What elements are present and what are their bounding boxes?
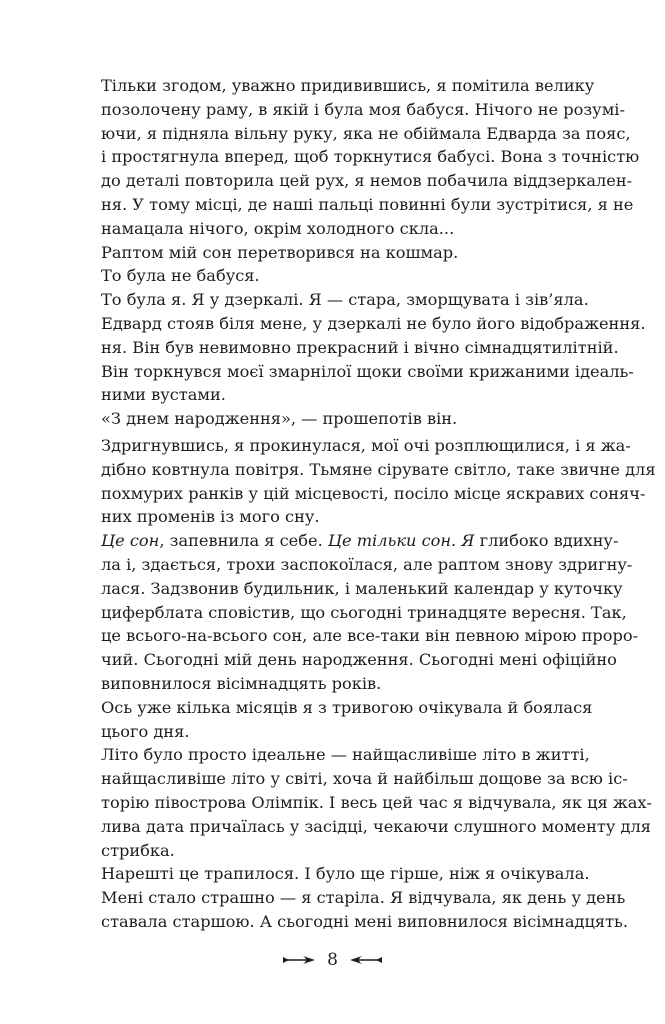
text-line: ними вустами. [101,385,226,405]
page-number: 8 [327,950,338,970]
text-line: Едвард стояв біля мене, у дзеркалі не було його відображення. [101,313,646,333]
text-block-dream [101,74,646,431]
text-line: найщасливіше літо у світі, хоча й найбільш дощове за всю іс- [101,769,628,789]
left-arrow-ornament-icon [281,954,317,966]
text-line: похмурих ранків у цій місцевості, посіло місце яскравих соняч- [101,483,646,503]
text-line: позолочену раму, в якій і була моя бабуся. Нічого не розумі- [101,99,625,119]
page-footer [0,950,665,970]
text-line: лива дата причаїлась у засідці, чекаючи слушного моменту для [101,816,652,836]
text-line: «З днем народження», — прошепотів він. [101,409,458,429]
italic-text: Це тільки сон. Я [327,531,475,551]
text-line: Ось уже кілька місяців я з тривогою очікувала й боялася [101,697,593,717]
text-line [101,529,619,553]
text-line: цього дня. [101,721,190,741]
text-line: Літо було просто ідеальне — найщасливіше літо в житті, [101,745,590,765]
text-line: ставала старшою. А сьогодні мені виповнилося вісімнадцять. [101,911,628,931]
text-line: То була я. Я у дзеркалі. Я — стара, зморщувата і зів’яла. [101,290,589,310]
text-line: лася. Задзвонив будильник, і маленький календар у куточку [101,578,623,598]
text-line: Тільки згодом, уважно придивившись, я помітила велику [101,76,595,95]
text-line: Раптом мій сон перетворився на кошмар. [101,242,459,262]
text-line: дібно ковтнула повітря. Тьмяне сірувате світло, таке звичне для [101,459,656,479]
text-line: стрибка. [101,840,175,860]
text-line: ючи, я підняла вільну руку, яка не обіймала Едварда за пояс, [101,123,631,143]
text-line: Нарешті це трапилося. І було ще гірше, ніж я очікувала. [101,864,590,884]
text-line: торію півострова Олімпік. І весь цей час я відчувала, як ця жах- [101,792,652,812]
text-run: , запевнила я себе. [159,531,328,551]
text-line: чий. Сьогодні мій день народження. Сьогодні мені офіційно [101,650,617,670]
text-line: циферблата сповістив, що сьогодні тринадцяте вересня. Так, [101,602,627,622]
text-line: Він торкнувся моєї змарнілої щоки своїми крижаними ідеаль- [101,361,634,381]
text-block-awakening [101,434,656,934]
right-arrow-ornament-icon [348,954,384,966]
text-line: ня. Він був невимовно прекрасний і вічно сімнадцятилітній. [101,337,619,357]
text-line: це всього-на-всього сон, але все-таки він певною мірою проро- [101,626,639,646]
italic-text: Це сон [101,531,160,551]
text-line: Мені стало страшно — я старіла. Я відчувала, як день у день [101,888,626,908]
text-line: намацала нічого, окрім холодного скла... [101,218,455,238]
text-line: ня. У тому місці, де наші пальці повинні були зустрітися, я не [101,194,634,214]
text-run: глибоко вдихну- [474,531,619,551]
text-line: до деталі повторила цей рух, я немов побачила віддзеркален- [101,171,633,191]
text-line: То була не бабуся. [101,266,260,286]
text-line: і простягнула вперед, щоб торкнутися бабусі. Вона з точністю [101,147,640,167]
text-line: ла і, здається, трохи заспокоїлася, але раптом знову здригну- [101,554,633,574]
text-line: них променів із мого сну. [101,507,320,527]
text-line: виповнилося вісімнадцять років. [101,673,382,693]
text-line: Здригнувшись, я прокинулася, мої очі розплющилися, і я жа- [101,436,631,455]
